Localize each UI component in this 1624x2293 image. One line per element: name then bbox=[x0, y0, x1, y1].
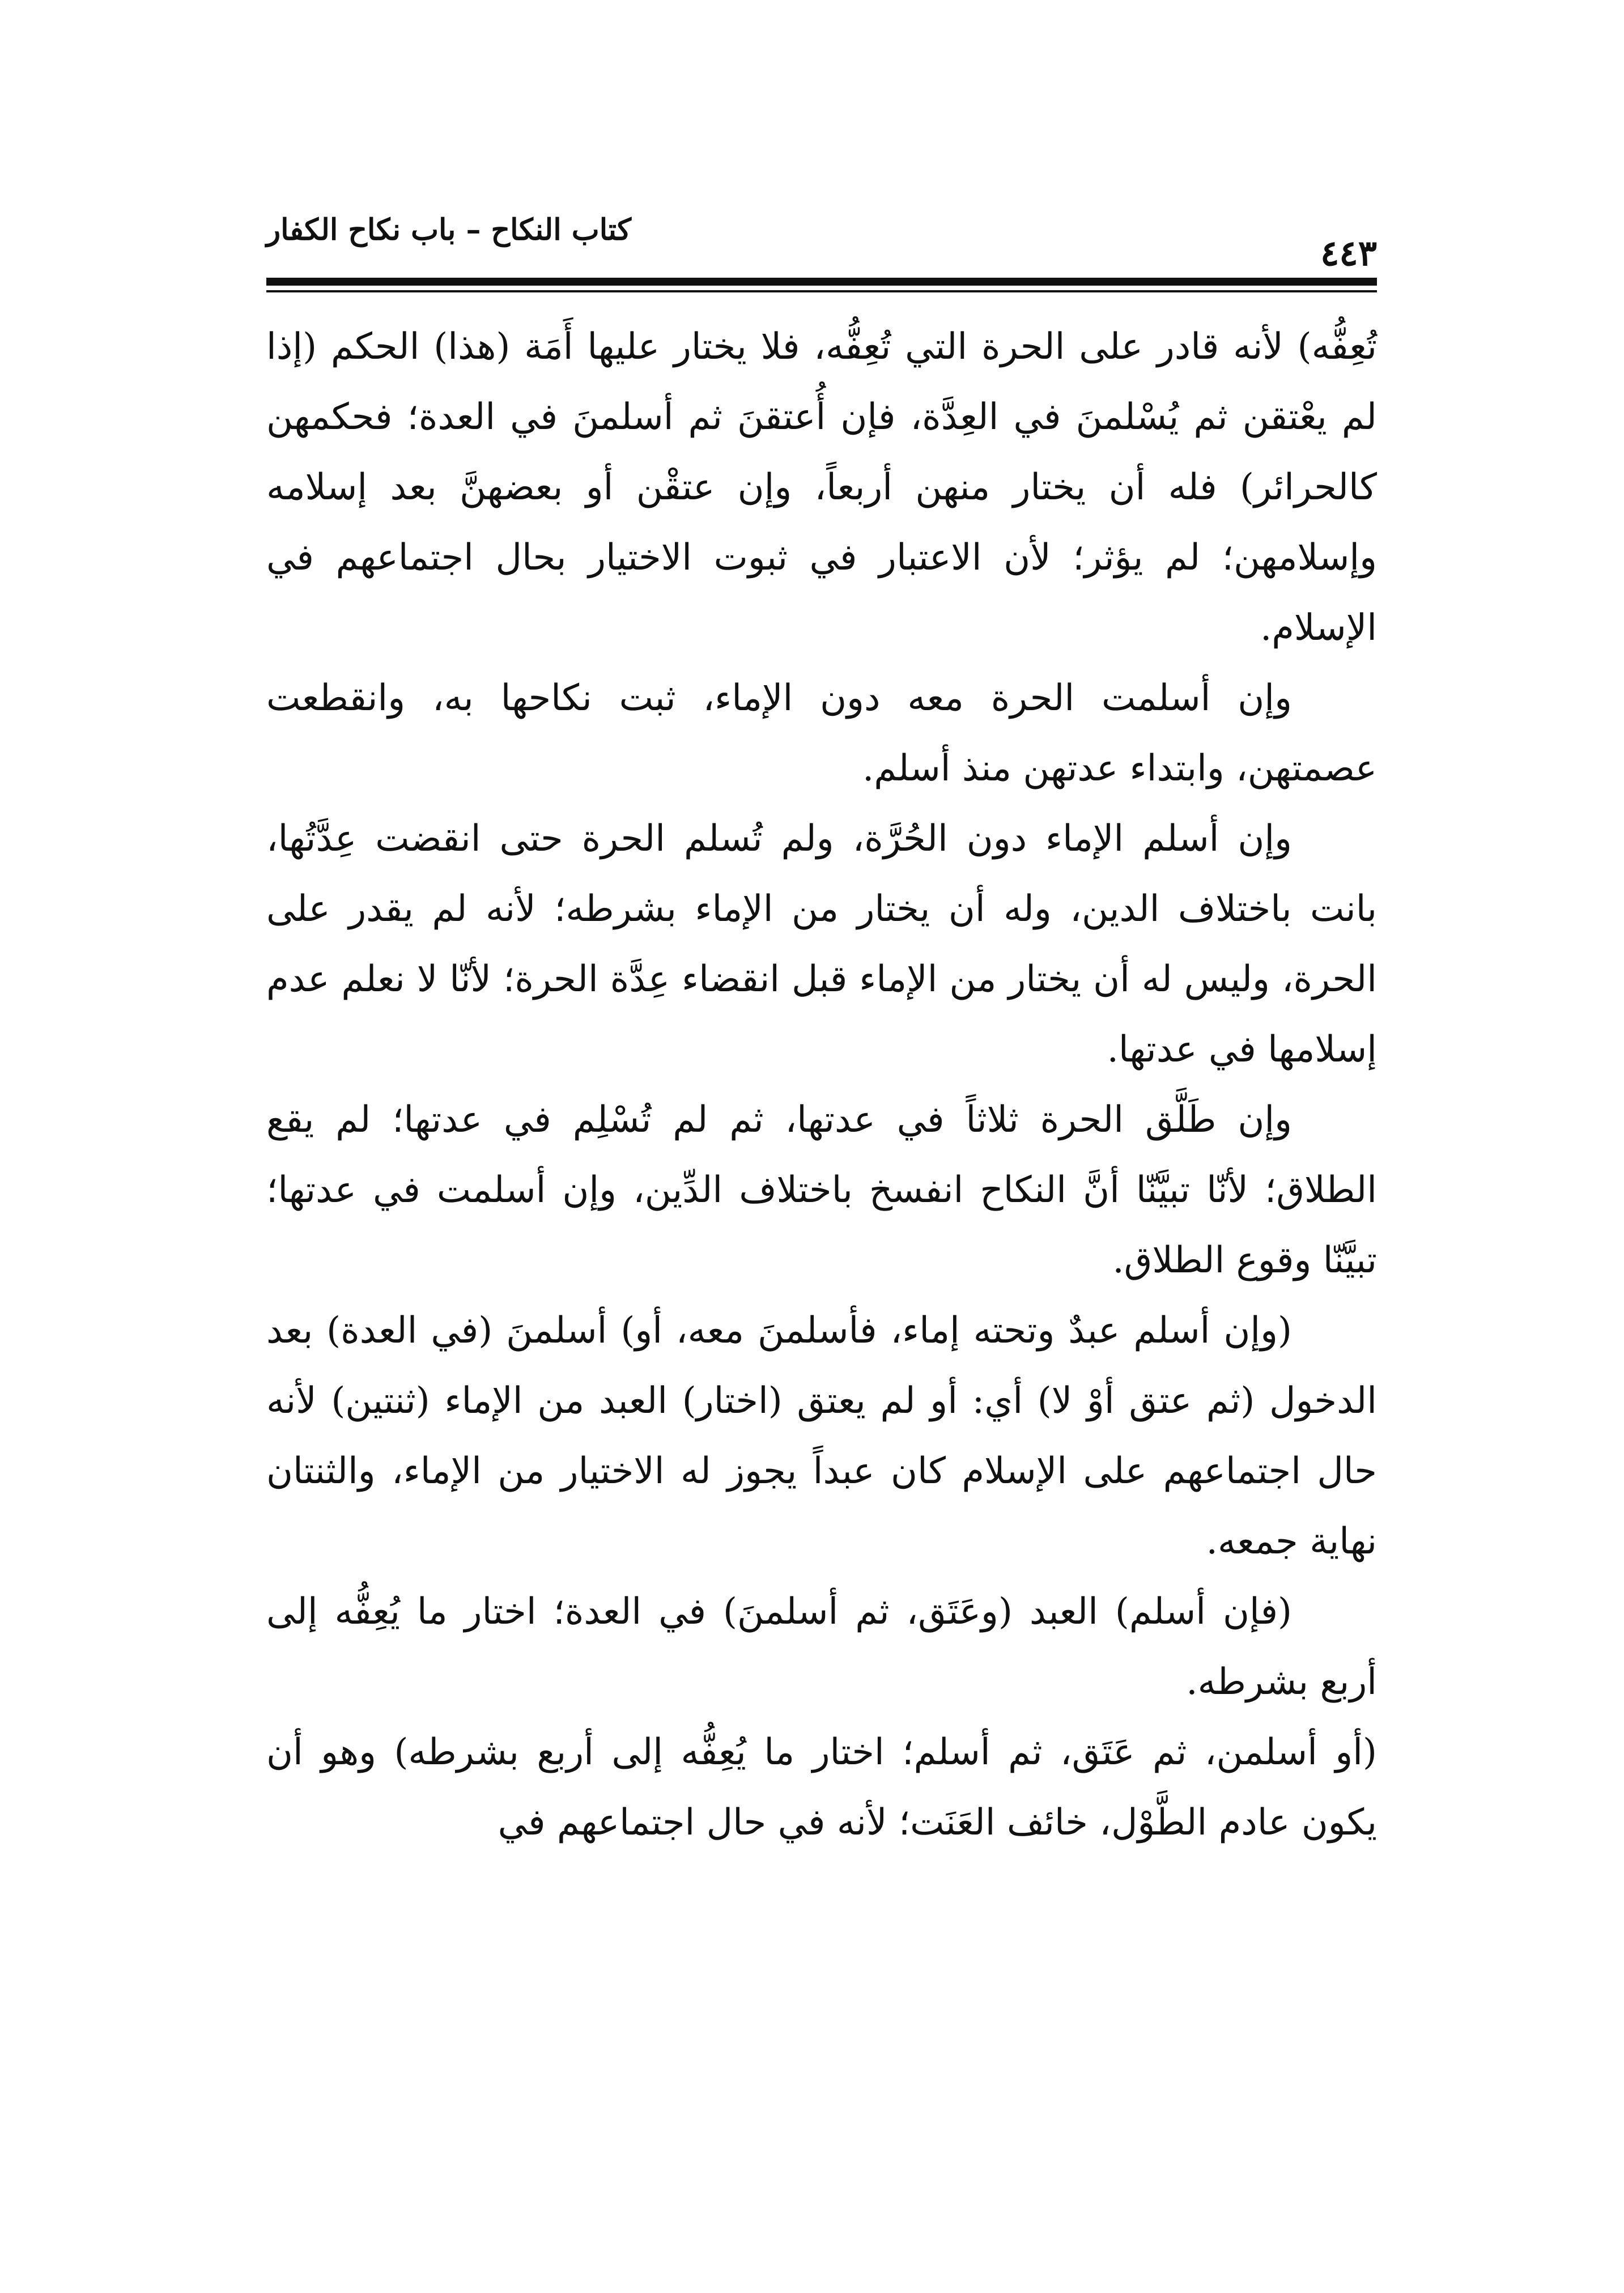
paragraph-4: وإن طَلَّق الحرة ثلاثاً في عدتها، ثم لم تُسْلِم في عدتها؛ لم يقع الطلاق؛ لأنّا تبيَّنّا أنَّ النكاح انفسخ باختلاف الدِّين، وإن أسلمت في عدتها؛ تبيَّنّا وقوع الطلاق. bbox=[266, 1099, 1377, 1281]
paragraph-1: تُعِفُّه) لأنه قادر على الحرة التي تُعِفُّه، فلا يختار عليها أَمَة (هذا) الحكم (إذا لم يعْتقن ثم يُسْلمنَ في العِدَّة، فإن أُعتقنَ ثم أسلمنَ في العدة؛ فحكمهن كالحرائر) فله أن يختار منهن أربعاً، وإن عتقْن أو بعضهنَّ بعد إسلامه وإسلامهن؛ لم يؤثر؛ لأن الاعتبار في ثبوت الاختيار بحال اجتماعهم في الإسلام. bbox=[266, 326, 1378, 649]
paragraph-3: وإن أسلم الإماء دون الحُرَّة، ولم تُسلم الحرة حتى انقضت عِدَّتُها، بانت باختلاف الدين، وله أن يختار من الإماء بشرطه؛ لأنه لم يقدر على الحرة، وليس له أن يختار من الإماء قبل انقضاء عِدَّة الحرة؛ لأنّا لا نعلم عدم إسلامها في عدتها. bbox=[266, 818, 1377, 1071]
page-number: ٤٤٣ bbox=[1320, 232, 1377, 274]
body-text bbox=[266, 312, 1377, 1858]
page-header bbox=[266, 201, 1377, 286]
paragraph-5: (وإن أسلم عبدٌ وتحته إماء، فأسلمنَ معه، أو) أسلمنَ (في العدة) بعد الدخول (ثم عتق أوْ لا) أي: أو لم يعتق (اختار) العبد من الإماء (ثنتين) لأنه حال اجتماعهم على الإسلام كان عبداً يجوز له الاختيار من الإماء، والثنتان نهاية جمعه. bbox=[266, 1310, 1377, 1562]
header-rule-thin bbox=[266, 290, 1377, 292]
paragraph-2: وإن أسلمت الحرة معه دون الإماء، ثبت نكاحها به، وانقطعت عصمتهن، وابتداء عدتهن منذ أسلم. bbox=[266, 677, 1377, 789]
running-header-title: كتاب النكاح – باب نكاح الكفار bbox=[266, 213, 632, 247]
paragraph-7: (أو أسلمن، ثم عَتَق، ثم أسلم؛ اختار ما يُعِفُّه إلى أربع بشرطه) وهو أن يكون عادم الطَّوْل، خائف العَنَت؛ لأنه في حال اجتماعهم في bbox=[266, 1731, 1377, 1844]
header-rule-thick bbox=[266, 278, 1377, 286]
paragraph-6: (فإن أسلم) العبد (وعَتَق، ثم أسلمنَ) في العدة؛ اختار ما يُعِفُّه إلى أربع بشرطه. bbox=[266, 1591, 1377, 1703]
